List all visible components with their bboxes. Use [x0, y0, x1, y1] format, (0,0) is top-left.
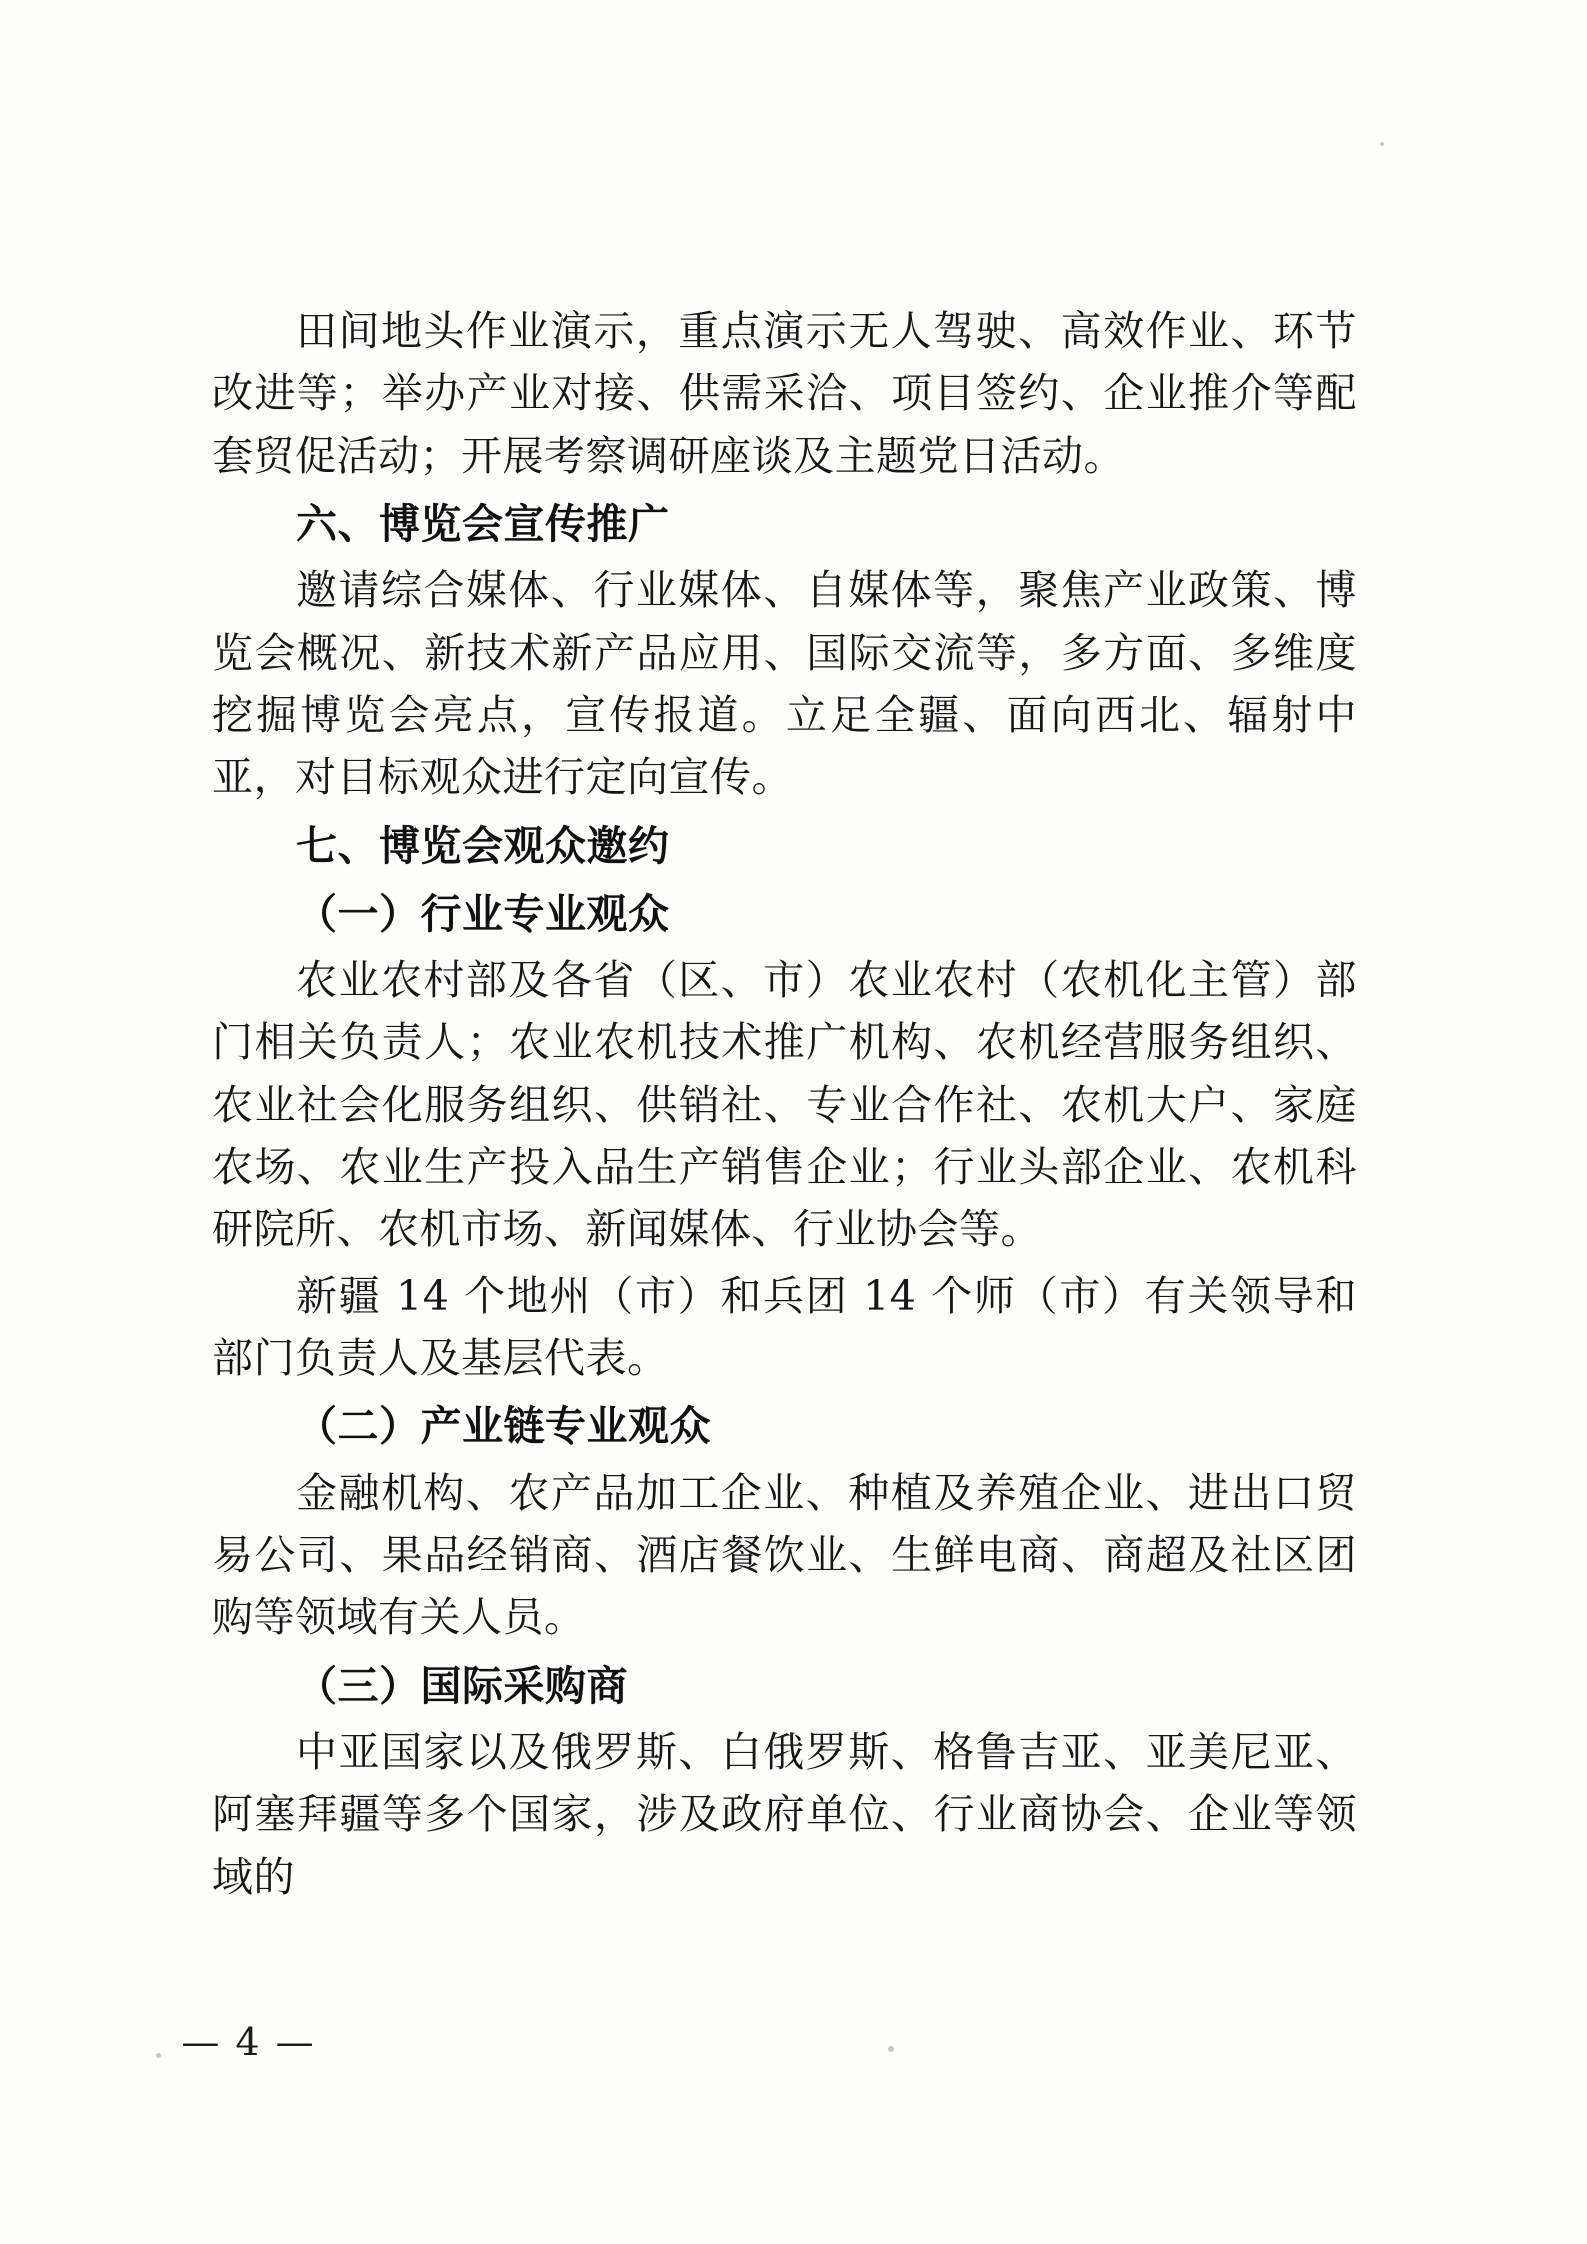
- subsection-heading: （一）行业专业观众: [296, 889, 670, 938]
- document-body: [212, 300, 1357, 1912]
- section-heading: 七、博览会观众邀约: [296, 821, 670, 870]
- paragraph: 新疆 14 个地州（市）和兵团 14 个师（市）有关领导和部门负责人及基层代表。: [212, 1271, 1357, 1382]
- subsection-heading: （二）产业链专业观众: [296, 1402, 711, 1451]
- paragraph: 金融机构、农产品加工企业、种植及养殖企业、进出口贸易公司、果品经销商、酒店餐饮业、生鲜电商、商超及社区团购等领域有关人员。: [212, 1468, 1357, 1642]
- paper-speck: [1380, 142, 1384, 146]
- paragraph: 中亚国家以及俄罗斯、白俄罗斯、格鲁吉亚、亚美尼亚、阿塞拜疆等多个国家，涉及政府单位、行业商协会、企业等领域的: [212, 1727, 1357, 1901]
- paragraph: 田间地头作业演示，重点演示无人驾驶、高效作业、环节改进等；举办产业对接、供需采洽、项目签约、企业推介等配套贸促活动；开展考察调研座谈及主题党日活动。: [212, 307, 1357, 480]
- section-heading: 六、博览会宣传推广: [296, 499, 670, 548]
- page-footer: [0, 2020, 1587, 2064]
- subsection-heading: （三）国际采购商: [296, 1661, 628, 1710]
- paragraph: 农业农村部及各省（区、市）农业农村（农机化主管）部门相关负责人；农业农机技术推广机构、农机经营服务组织、农业社会化服务组织、供销社、专业合作社、农机大户、家庭农场、农业生产投入品生产销售企业；行业头部企业、农机科研院所、农机市场、新闻媒体、行业协会等。: [212, 956, 1357, 1254]
- paragraph: 邀请综合媒体、行业媒体、自媒体等，聚焦产业政策、博览会概况、新技术新产品应用、国际交流等，多方面、多维度挖掘博览会亮点，宣传报道。立足全疆、面向西北、辐射中亚，对目标观众进行定向宣传。: [212, 566, 1357, 802]
- page-number: — 4 —: [181, 2020, 316, 2064]
